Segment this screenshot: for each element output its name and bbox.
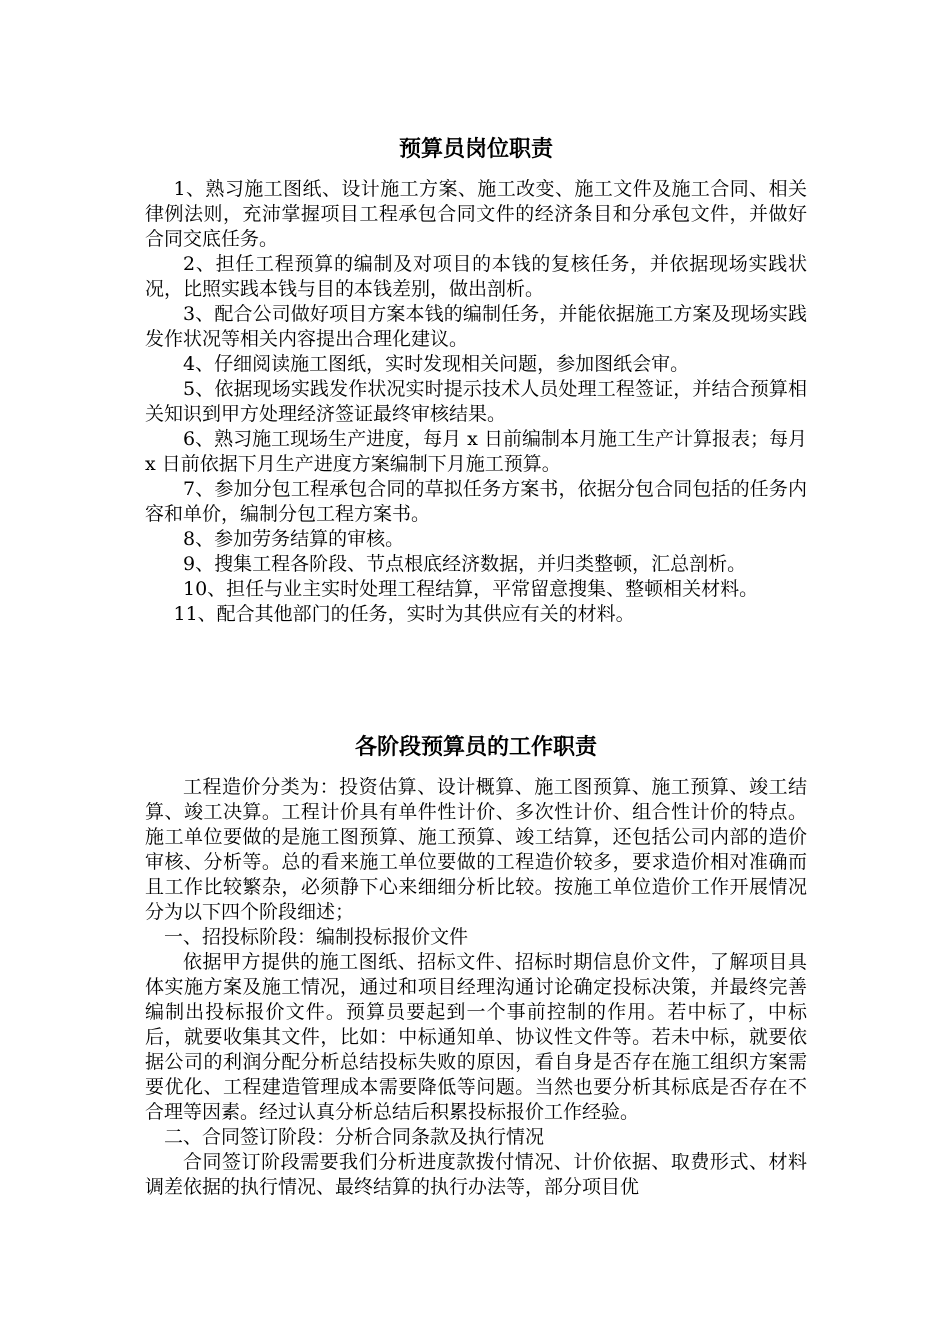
- duty-item-11: 11、配合其他部门的任务，实时为其供应有关的材料。: [173, 603, 635, 625]
- stage1-heading: 一、招投标阶段：编制投标报价文件: [164, 926, 469, 948]
- section-stage-duties: [145, 733, 807, 1200]
- stage2-paragraph: 合同签订阶段需要我们分析进度款拨付情况、计价依据、取费形式、材料调差依据的执行情况、最终结算的执行办法等，部分项目优: [145, 1151, 807, 1198]
- duty-item-2: 2、担任工程预算的编制及对项目的本钱的复核任务，并依据现场实践状况，比照实践本钱与目的本钱差别，做出剖析。: [145, 253, 807, 300]
- duty-item-3: 3、配合公司做好项目方案本钱的编制任务，并能依据施工方案及现场实践发作状况等相关内容提出合理化建议。: [145, 303, 807, 350]
- duty-item-7: 7、参加分包工程承包合同的草拟任务方案书，依据分包合同包括的任务内容和单价，编制分包工程方案书。: [145, 478, 807, 525]
- duty-item-5: 5、依据现场实践发作状况实时提示技术人员处理工程签证，并结合预算相关知识到甲方处理经济签证最终审核结果。: [145, 378, 807, 425]
- duty-item-10: 10、担任与业主实时处理工程结算，平常留意搜集、整顿相关材料。: [183, 578, 759, 600]
- stage1-paragraph: 依据甲方提供的施工图纸、招标文件、招标时期信息价文件，了解项目具体实施方案及施工情况，通过和项目经理沟通讨论确定投标决策，并最终完善编制出投标报价文件。预算员要起到一个事前控制的作用。若中标了，中标后，就要收集其文件，比如：中标通知单、协议性文件等。若未中标，就要依据公司的利润分配分析总结投标失败的原因，看自身是否存在施工组织方案需要优化、工程建造管理成本需要降低等问题。当然也要分析其标底是否存在不合理等因素。经过认真分析总结后积累投标报价工作经验。: [145, 951, 807, 1123]
- section-title: 预算员岗位职责: [398, 137, 553, 162]
- duty-item-1: 1、熟习施工图纸、设计施工方案、施工改变、施工文件及施工合同、相关律例法则，充沛掌握项目工程承包合同文件的经济条目和分承包文件，并做好合同交底任务。: [145, 178, 807, 250]
- duty-item-6: 6、熟习施工现场生产进度，每月 x 日前编制本月施工生产计算报表；每月 x 日前依据下月生产进度方案编制下月施工预算。: [145, 428, 807, 475]
- section-title: 各阶段预算员的工作职责: [354, 735, 597, 760]
- duty-item-8: 8、参加劳务结算的审核。: [183, 528, 405, 550]
- section-budget-staff-duties: [145, 135, 807, 627]
- stage2-heading: 二、合同签订阶段：分析合同条款及执行情况: [164, 1126, 545, 1148]
- duty-item-9: 9、搜集工程各阶段、节点根底经济数据，并归类整顿，汇总剖析。: [183, 553, 747, 575]
- duty-item-4: 4、仔细阅读施工图纸，实时发现相关问题，参加图纸会审。: [183, 353, 690, 375]
- intro-paragraph: 工程造价分类为：投资估算、设计概算、施工图预算、施工预算、竣工结算、竣工决算。工程计价具有单件性计价、多次性计价、组合性计价的特点。施工单位要做的是施工图预算、施工预算、竣工结算，还包括公司内部的造价审核、分析等。总的看来施工单位要做的工程造价较多，要求造价相对准确而且工作比较繁杂，必须静下心来细细分析比较。按施工单位造价工作开展情况分为以下四个阶段细述；: [145, 776, 807, 923]
